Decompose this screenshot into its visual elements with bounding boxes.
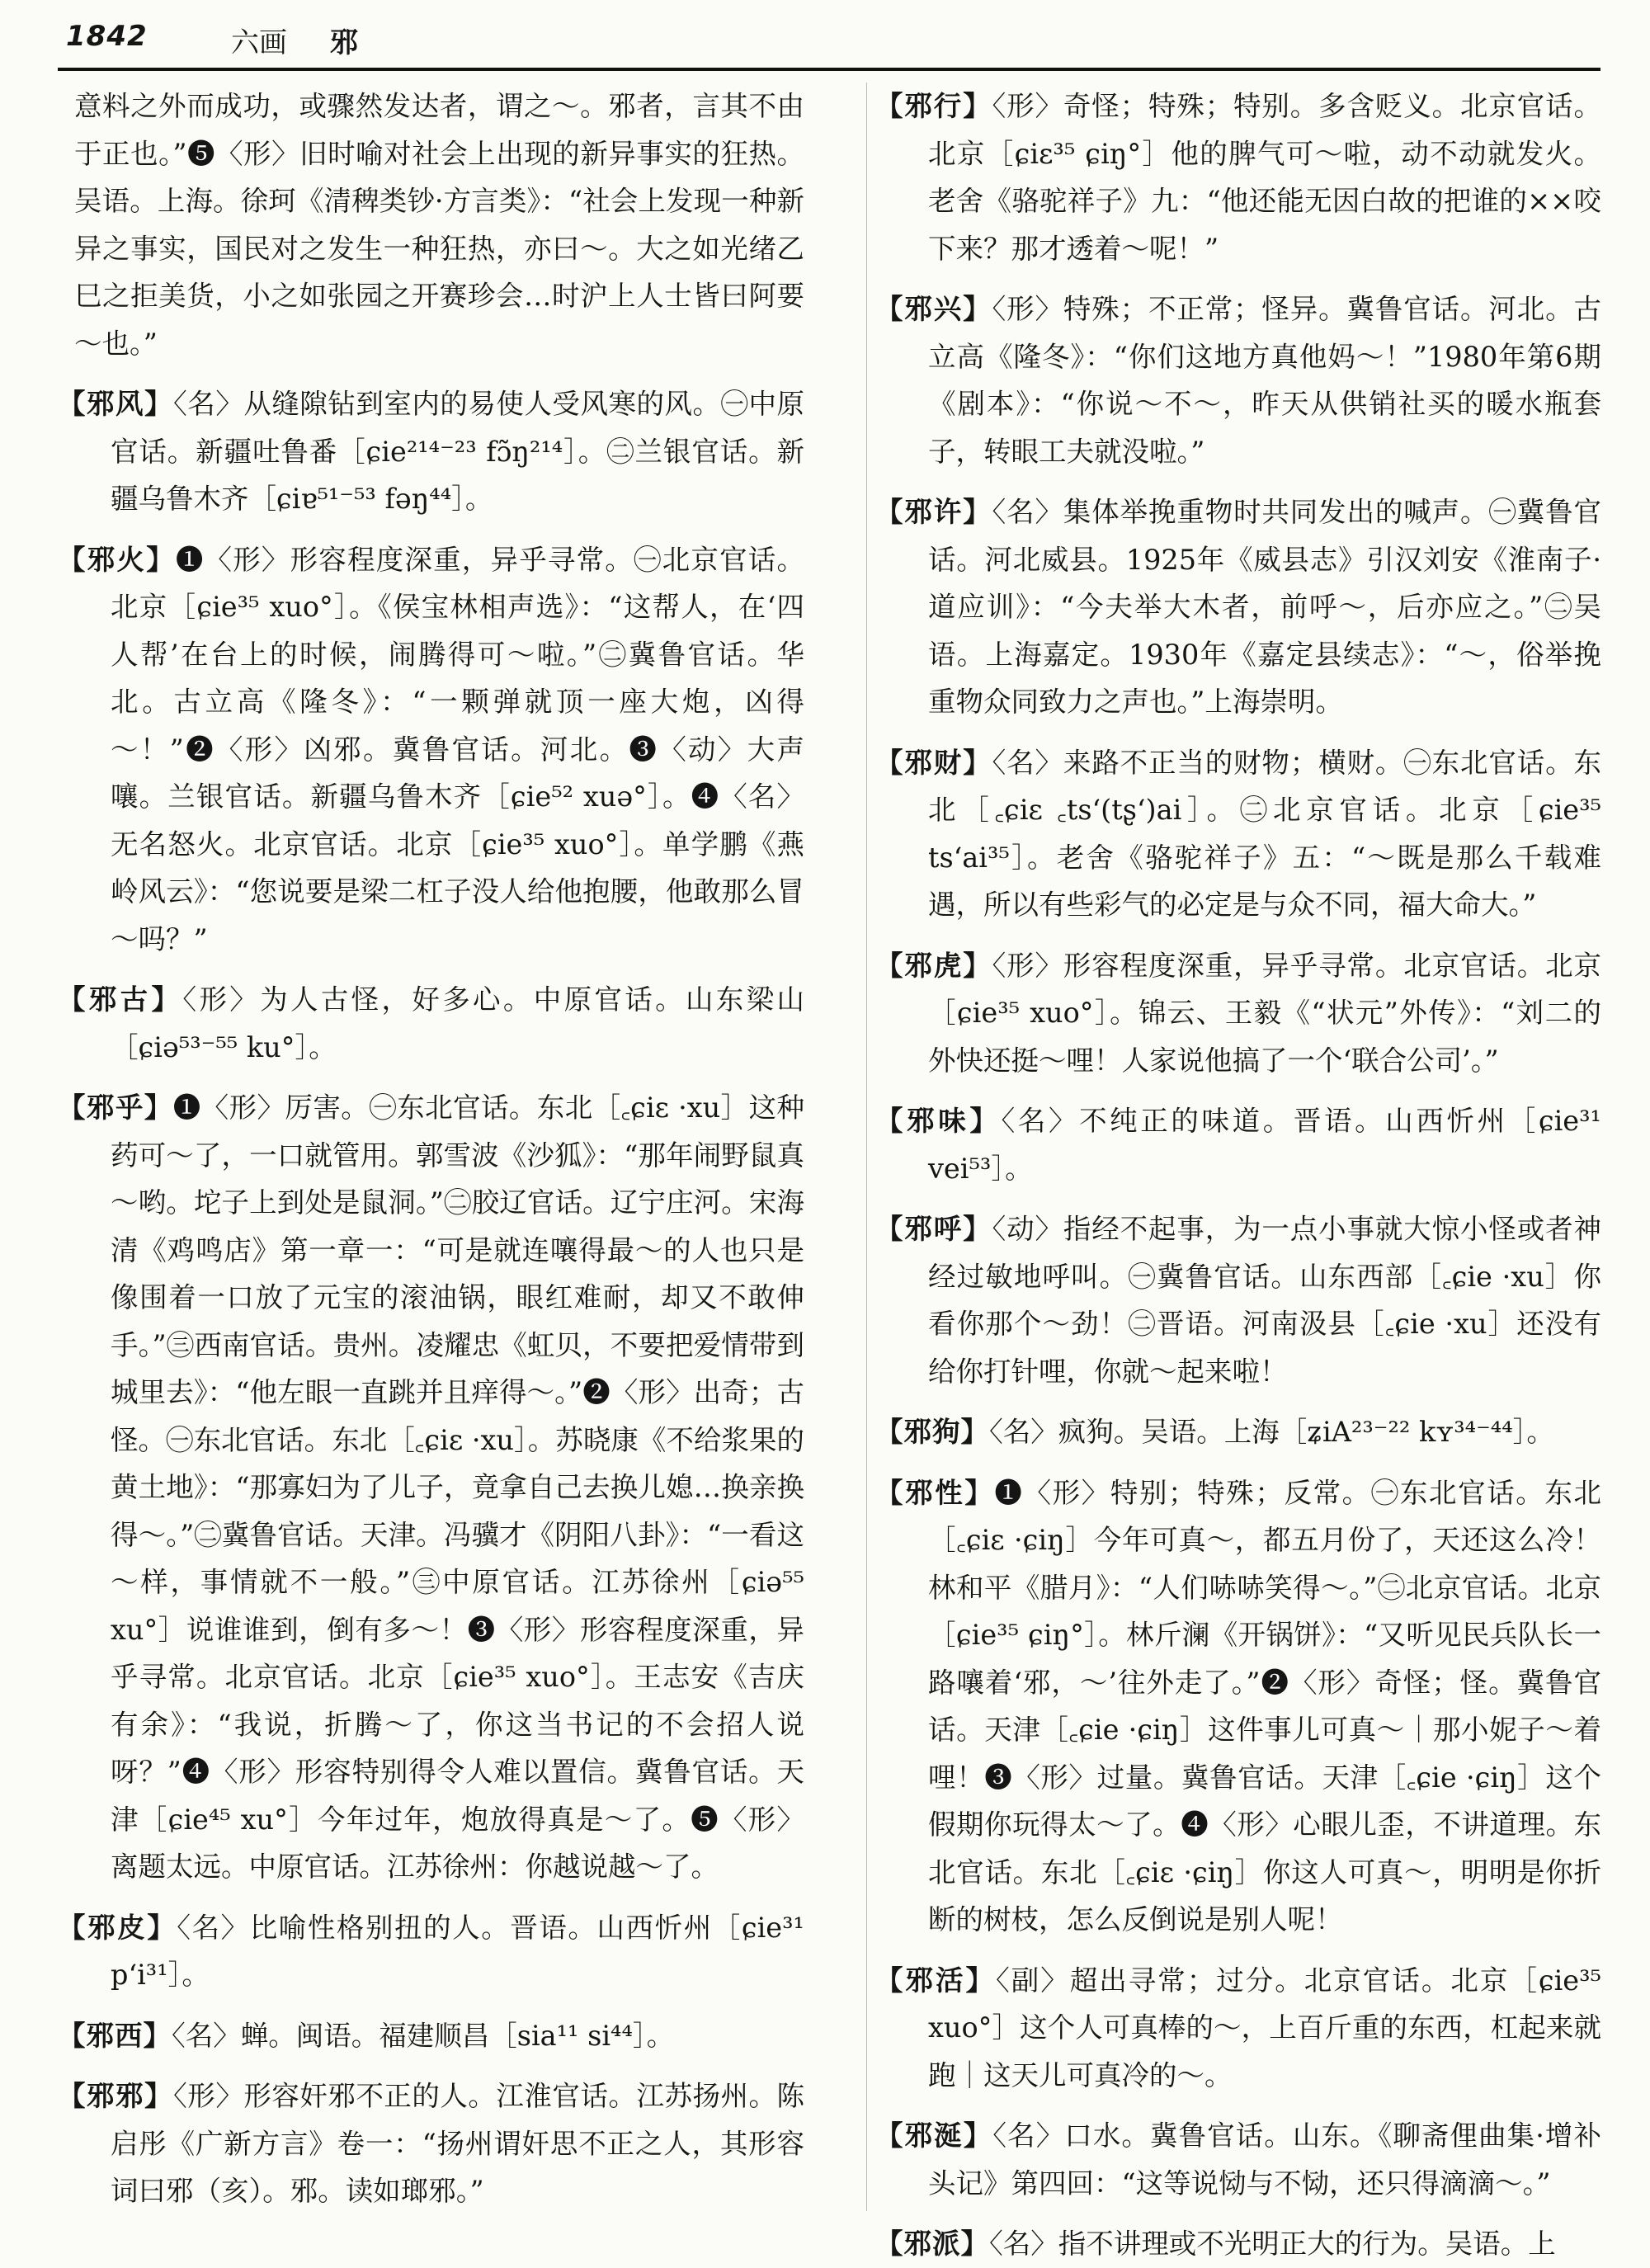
entry-headword: 【邪风】	[58, 388, 174, 420]
dictionary-entry	[875, 942, 1601, 1085]
entry-text: 〈形〉特殊；不正常；怪异。冀鲁官话。河北。古立高《隆冬》：“你们这地方真他妈～！”1980年第6期《剧本》：“你说～不～，昨天从供销社买的暖水瓶套子，转眼工夫就没啦。”	[928, 293, 1602, 468]
entry-text: 意料之外而成功，或骤然发达者，谓之～。邪者，言其不由于正也。”❺〈形〉旧时喻对社会上出现的新异事实的狂热。吴语。上海。徐珂《清稗类钞·方言类》：“社会上发现一种新异之事实，国民对之发生一种狂热，亦曰～。大之如光绪乙巳之拒美货，小之如张园之开赛珍会…时沪上人士皆曰阿要～也。”	[74, 90, 804, 360]
entry-text: 〈形〉奇怪；特殊；特别。多含贬义。北京官话。北京［ɕiɛ³⁵ ɕiŋ°］他的脾气可～啦，动不动就发火。老舍《骆驼祥子》九：“他还能无因白故的把谁的××咬下来？那才透着～呢！”	[928, 90, 1602, 265]
dictionary-entry	[58, 1084, 804, 1891]
page-number: 1842	[66, 20, 148, 53]
entry-text: 〈名〉口水。冀鲁官话。山东。《聊斋俚曲集·增补头记》第四回：“这等说恸与不恸，还只得滴滴～。”	[928, 2119, 1602, 2200]
dictionary-entry	[58, 976, 804, 1071]
entry-headword: 【邪派】	[875, 2228, 989, 2260]
entry-text: 〈名〉比喻性格别扭的人。晋语。山西忻州［ɕie³¹ p‘i³¹］。	[111, 1911, 804, 1991]
entry-text: 〈名〉从缝隙钻到室内的易使人受风寒的风。㊀中原官话。新疆吐鲁番［ɕie²¹⁴⁻²³ fɔ̃ŋ²¹⁴］。㊁兰银官话。新疆乌鲁木齐［ɕiɐ⁵¹⁻⁵³ fəŋ⁴⁴］。	[111, 388, 805, 515]
entry-text: 〈形〉形容奸邪不正的人。江淮官话。江苏扬州。陈启彤《广新方言》卷一：“扬州谓奸思不正之人，其形容词曰邪（亥）。邪。读如瑯邪。”	[111, 2080, 805, 2207]
dictionary-entry	[875, 285, 1601, 475]
entry-headword: 【邪财】	[875, 746, 992, 779]
entry-headword: 【邪火】	[58, 543, 176, 576]
entry-headword: 【邪性】	[875, 1476, 995, 1509]
entry-text: 〈名〉蝉。闽语。福建顺昌［sia¹¹ si⁴⁴］。	[172, 2019, 675, 2052]
entry-text: 〈名〉疯狗。吴语。上海［ʑiA²³⁻²² kʏ³⁴⁻⁴⁴］。	[989, 1416, 1554, 1448]
entry-headword: 【邪狗】	[875, 1416, 989, 1448]
entry-text: ❶〈形〉形容程度深重，异乎寻常。㊀北京官话。北京［ɕie³⁵ xuo°］。《侯宝林相声选》：“这帮人，在‘四人帮’在台上的时候，闹腾得可～啦。”㊁冀鲁官话。华北。古立高《隆冬》：“一颗弹就顶一座大炮，凶得～！”❷〈形〉凶邪。冀鲁官话。河北。❸〈动〉大声嚷。兰银官话。新疆乌鲁木齐［ɕie⁵² xuə°］。❹〈名〉无名怒火。北京官话。北京［ɕie³⁵ xuo°］。单学鹏《燕岭风云》：“您说要是梁二杠子没人给他抱腰，他敢那么冒～吗？”	[111, 543, 805, 955]
dictionary-entry	[58, 83, 804, 367]
dictionary-entry	[875, 2112, 1601, 2207]
entry-headword: 【邪味】	[875, 1105, 1002, 1137]
entry-text: 〈名〉来路不正当的财物；横财。㊀东北官话。东北［꜀ɕiɛ ꜀ts‘(tʂ‘)ai］。㊁北京官话。北京［ɕie³⁵ ts‘ai³⁵］。老舍《骆驼祥子》五：“～既是那么千载难遇，所以有些彩气的必定是与众不同，福大命大。”	[928, 746, 1602, 921]
dictionary-entry	[58, 1904, 804, 1999]
entry-text: 〈名〉集体举挽重物时共同发出的喊声。㊀冀鲁官话。河北威县。1925年《威县志》引汉刘安《淮南子·道应训》：“今夫举大木者，前呼～，后亦应之。”㊁吴语。上海嘉定。1930年《嘉定县续志》：“～，俗举挽重物众同致力之声也。”上海崇明。	[928, 496, 1602, 718]
entry-text: 〈形〉形容程度深重，异乎寻常。北京官话。北京［ɕie³⁵ xuo°］。锦云、王毅《“状元”外传》：“刘二的外快还挺～哩！人家说他搞了一个‘联合公司’。”	[928, 949, 1602, 1077]
dictionary-entry	[875, 1205, 1601, 1395]
dictionary-entry	[58, 536, 804, 964]
dictionary-entry	[875, 1957, 1601, 2100]
dictionary-entry	[58, 2072, 804, 2215]
section-label: 六画	[231, 26, 287, 59]
dictionary-entry	[875, 1408, 1601, 1456]
entry-text: 〈名〉不纯正的味道。晋语。山西忻州［ɕie³¹ vei⁵³］。	[928, 1105, 1601, 1185]
head-character: 邪	[330, 26, 358, 59]
entry-headword: 【邪西】	[58, 2019, 172, 2052]
entry-text: ❶〈形〉厉害。㊀东北官话。东北［꜀ɕiɛ ·xu］这种药可～了，一口就管用。郭雪波《沙狐》：“那年闹野鼠真～哟。坨子上到处是鼠洞。”㊁胶辽官话。辽宁庄河。宋海清《鸡鸣店》第一章一：“可是就连嚷得最～的人也只是像围着一口放了元宝的滚油锅，眼红难耐，却又不敢伸手。”㊂西南官话。贵州。凌耀忠《虹贝，不要把爱情带到城里去》：“他左眼一直跳并且痒得～。”❷〈形〉出奇；古怪。㊀东北官话。东北［꜀ɕiɛ ·xu］。苏晓康《不给浆果的黄土地》：“那寡妇为了儿子，竟拿自己去换儿媳…换亲换得～。”㊁冀鲁官话。天津。冯骥才《阴阳八卦》：“一看这～样，事情就不一般。”㊂中原官话。江苏徐州［ɕiə⁵⁵ xu°］说谁谁到，倒有多～！❸〈形〉形容程度深重，异乎寻常。北京官话。北京［ɕie³⁵ xuo°］。王志安《吉庆有余》：“我说，折腾～了，你这当书记的不会招人说呀？”❹〈形〉形容特别得令人难以置信。冀鲁官话。天津［ɕie⁴⁵ xu°］今年过年，炮放得真是～了。❺〈形〉离题太远。中原官话。江苏徐州：你越说越～了。	[111, 1092, 804, 1883]
dictionary-entry	[875, 739, 1601, 929]
entry-headword: 【邪乎】	[58, 1092, 173, 1124]
right-column	[866, 83, 1602, 2260]
entry-headword: 【邪古】	[58, 983, 183, 1016]
entry-headword: 【邪皮】	[58, 1911, 177, 1944]
entry-headword: 【邪许】	[875, 496, 992, 528]
dictionary-entry	[58, 380, 804, 523]
entry-text: 〈名〉指不讲理或不光明正大的行为。吴语。上	[989, 2228, 1556, 2260]
dictionary-entry	[875, 83, 1601, 272]
dictionary-entry	[875, 1469, 1601, 1944]
dictionary-entry	[875, 1097, 1601, 1192]
dictionary-entry	[875, 488, 1601, 726]
page-header	[58, 17, 1600, 71]
entry-text: ❶〈形〉特别；特殊；反常。㊀东北官话。东北［꜀ɕiɛ ·ɕiŋ］今年可真～，都五月份了，天还这么冷！林和平《腊月》：“人们哧哧笑得～。”㊁北京官话。北京［ɕie³⁵ ɕiŋ°］。林斤澜《开锅饼》：“又听见民兵队长一路嚷着‘邪，～’往外走了。”❷〈形〉奇怪；怪。冀鲁官话。天津［꜀ɕie ·ɕiŋ］这件事儿可真～｜那小妮子～着哩！❸〈形〉过量。冀鲁官话。天津［꜀ɕie ·ɕiŋ］这个假期你玩得太～了。❹〈形〉心眼儿歪，不讲道理。东北官话。东北［꜀ɕiɛ ·ɕiŋ］你这人可真～，明明是你折断的树枝，怎么反倒说是别人呢！	[928, 1476, 1602, 1936]
entry-headword: 【邪兴】	[875, 293, 992, 325]
entry-headword: 【邪邪】	[58, 2080, 174, 2112]
entry-headword: 【邪行】	[875, 90, 992, 122]
entry-headword: 【邪涎】	[875, 2119, 993, 2152]
entry-text: 〈形〉为人古怪，好多心。中原官话。山东梁山［ɕiə⁵³⁻⁵⁵ ku°］。	[111, 983, 804, 1063]
entry-headword: 【邪呼】	[875, 1213, 992, 1245]
entry-text: 〈副〉超出寻常；过分。北京官话。北京［ɕie³⁵ xuo°］这个人可真棒的～，上百斤重的东西，杠起来就跑｜这天儿可真冷的～。	[928, 1964, 1601, 2091]
dictionary-entry	[875, 2220, 1601, 2268]
left-column	[58, 83, 804, 2211]
entry-headword: 【邪活】	[875, 1964, 997, 1997]
entry-text: 〈动〉指经不起事，为一点小事就大惊小怪或者神经过敏地呼叫。㊀冀鲁官话。山东西部［꜀ɕie ·xu］你看你那个～劲！㊁晋语。河南汲县［꜀ɕie ·xu］还没有给你打针哩，你就～起来啦！	[928, 1213, 1602, 1388]
dictionary-entry	[58, 2012, 804, 2060]
entry-headword: 【邪虎】	[875, 949, 992, 982]
